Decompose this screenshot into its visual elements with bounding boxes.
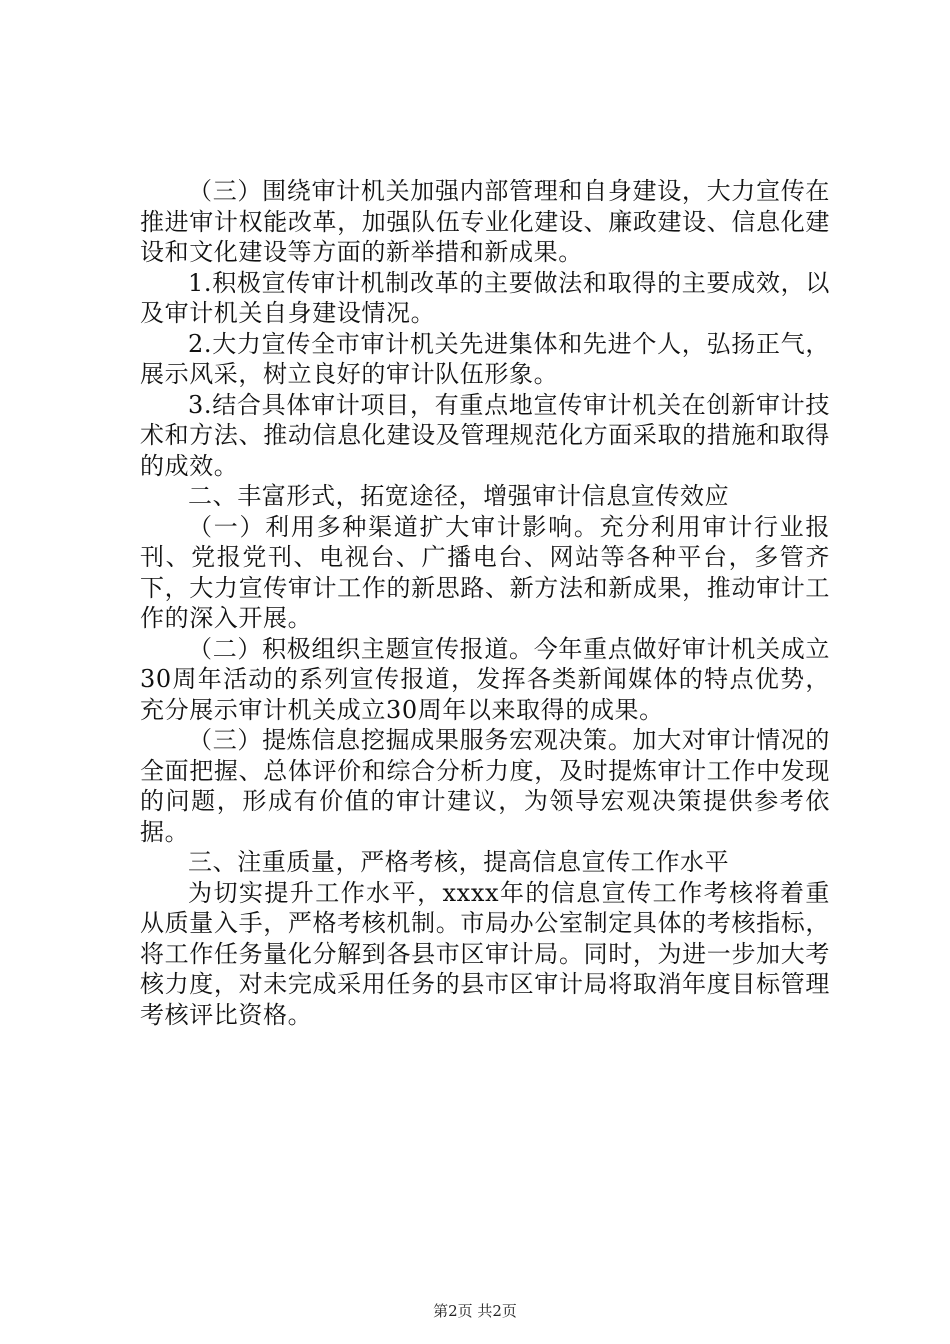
paragraph-subsection-one: （一）利用多种渠道扩大审计影响。充分利用审计行业报刊、党报党刊、电视台、广播电台、网站等各种平台，多管齐下，大力宣传审计工作的新思路、新方法和新成果，推动审计工作的深入开展。	[140, 512, 830, 632]
paragraph-section-three-intro: （三）围绕审计机关加强内部管理和自身建设，大力宣传在推进审计权能改革，加强队伍专业化建设、廉政建设、信息化建设和文化建设等方面的新举措和新成果。	[140, 177, 830, 266]
document-body	[140, 176, 830, 1030]
paragraph-subsection-two: （二）积极组织主题宣传报道。今年重点做好审计机关成立30周年活动的系列宣传报道，发挥各类新闻媒体的特点优势，充分展示审计机关成立30周年以来取得的成果。	[140, 634, 830, 724]
paragraph-subsection-three: （三）提炼信息挖掘成果服务宏观决策。加大对审计情况的全面把握、总体评价和综合分析力度，及时提炼审计工作中发现的问题，形成有价值的审计建议，为领导宏观决策提供参考依据。	[140, 726, 830, 846]
section-heading-two: 二、丰富形式，拓宽途径，增强审计信息宣传效应	[188, 482, 730, 510]
paragraph-item-1: 1.积极宣传审计机制改革的主要做法和取得的主要成效，以及审计机关自身建设情况。	[140, 268, 830, 327]
paragraph-item-3: 3.结合具体审计项目，有重点地宣传审计机关在创新审计技术和方法、推动信息化建设及管理规范化方面采取的措施和取得的成效。	[140, 390, 830, 480]
paragraph-item-2: 2.大力宣传全市审计机关先进集体和先进个人，弘扬正气，展示风采，树立良好的审计队伍形象。	[140, 329, 830, 388]
page-number-footer: 第2页 共2页	[433, 1302, 517, 1320]
paragraph-assessment: 为切实提升工作水平，xxxx年的信息宣传工作考核将着重从质量入手，严格考核机制。市局办公室制定具体的考核指标，将工作任务量化分解到各县市区审计局。同时，为进一步加大考核力度，对未完成采用任务的县市区审计局将取消年度目标管理考核评比资格。	[140, 878, 830, 1029]
section-heading-three: 三、注重质量，严格考核，提高信息宣传工作水平	[188, 848, 730, 876]
